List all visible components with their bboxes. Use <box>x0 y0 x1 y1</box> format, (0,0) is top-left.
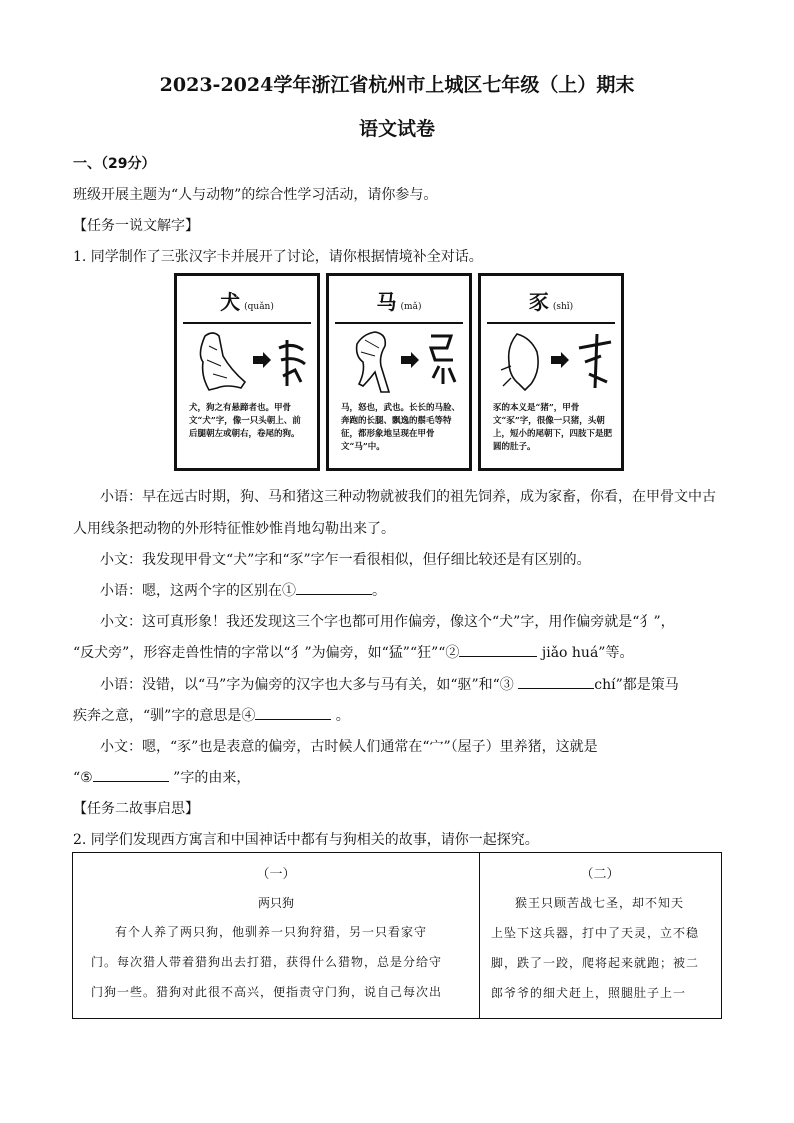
card-char: 豕 <box>528 290 549 314</box>
card-picture <box>335 326 463 396</box>
hanzi-card-ma <box>326 273 472 471</box>
question-two: 2. 同学们发现西方寓言和中国神话中都有与狗相关的故事，请你一起探究。 <box>73 832 539 848</box>
hanzi-card-shi <box>478 273 624 471</box>
card-pinyin: (shǐ) <box>552 302 574 312</box>
dialogue-text: “⑤ <box>73 770 93 786</box>
story-column-one <box>91 863 461 1007</box>
dialogue-line-blank-5 <box>73 767 250 787</box>
story-line: 上坠下这兵器，打中了天灵，立不稳 <box>491 926 700 940</box>
story-table <box>72 852 722 1019</box>
page-subtitle: 语文试卷 <box>358 118 435 140</box>
page-title: 2023-2024学年浙江省杭州市上城区七年级（上）期末 <box>159 74 635 96</box>
story-line: 有个人养了两只狗，他驯养一只狗狩猎，另一只看家守 <box>115 925 428 939</box>
story-line: 门狗一些。猎狗对此很不高兴，便指责守门狗，说自己每次出 <box>91 985 443 999</box>
column-heading: （二） <box>580 867 620 882</box>
dialogue-line-blank-3 <box>100 674 679 694</box>
answer-blank-2[interactable] <box>459 642 537 657</box>
dialogue-text: ”字的由来， <box>168 770 251 786</box>
card-char: 马 <box>376 290 397 314</box>
dialogue-line: 人用线条把动物的外形特征惟妙惟肖地勾勒出来了。 <box>73 521 395 537</box>
dog-illustration-icon <box>183 326 317 396</box>
card-pinyin: (quǎn) <box>244 302 274 312</box>
task-two-label: 【任务二故事启思】 <box>73 801 199 817</box>
dialogue-line: 小文：嗯，“豕”也是表意的偏旁，古时候人们通常在“宀”（屋子）里养猪，这就是 <box>100 739 598 755</box>
column-divider <box>479 853 480 1018</box>
answer-blank-4[interactable] <box>255 705 331 720</box>
dialogue-text: 小语：没错，以“马”字为偏旁的汉字也大多与马有关，如“驱”和“③ <box>100 677 519 693</box>
section-heading: 一、（29分） <box>73 156 156 172</box>
horse-illustration-icon <box>335 326 469 396</box>
dialogue-line: 小语：早在远古时期，狗、马和猪这三种动物就被我们的祖先饲养，成为家畜，你看，在甲骨文中古 <box>100 489 716 505</box>
story-line: 猴王只顾苦战七圣，却不知天 <box>515 896 685 910</box>
dialogue-line-blank-4 <box>73 705 350 725</box>
story-line: 门。每次猎人带着猎狗出去打猎，获得什么猎物，总是分给守 <box>91 955 443 969</box>
pig-illustration-icon <box>487 326 621 396</box>
card-picture <box>183 326 311 396</box>
story-column-two <box>491 863 709 1008</box>
story-line: 郎爷爷的细犬赶上，照腿肚子上一 <box>491 986 687 1000</box>
card-header <box>487 282 615 324</box>
story-body <box>491 888 709 1008</box>
answer-blank-3[interactable] <box>518 674 594 689</box>
dialogue-line: 小文：我发现甲骨文“犬”字和“豕”字乍一看很相似，但仔细比较还是有区别的。 <box>100 552 591 568</box>
dialogue-line-blank-2 <box>73 642 633 662</box>
card-header <box>183 282 311 324</box>
hanzi-card-quan <box>174 273 320 471</box>
task-one-label: 【任务一说文解字】 <box>73 218 199 234</box>
dialogue-text: 疾奔之意，“驯”字的意思是④ <box>73 708 256 724</box>
answer-blank-1[interactable] <box>296 580 372 595</box>
question-one: 1. 同学制作了三张汉字卡并展开了讨论，请你根据情境补全对话。 <box>73 249 483 265</box>
dialogue-text: 小语：嗯，这两个字的区别在① <box>100 583 296 599</box>
answer-blank-5[interactable] <box>93 767 169 782</box>
dialogue-text: 。 <box>331 708 350 724</box>
column-heading: （一） <box>256 867 296 882</box>
card-picture <box>487 326 615 396</box>
dialogue-line: 小文：这可真形象！我还发现这三个字也都可用作偏旁，像这个“犬”字，用作偏旁就是“犭”， <box>100 614 675 630</box>
dialogue-text: jiǎo huá”等。 <box>537 645 634 661</box>
dialogue-text: “反犬旁”，形容走兽性情的字常以“犭”为偏旁，如“猛”“狂”“② <box>73 645 460 661</box>
dialogue-text: chí”都是策马 <box>594 677 679 693</box>
card-description: 马，怒也，武也。长长的马脸、奔跑的长腿、飘逸的鬃毛等特征，都形象地呈现在甲骨文“马”中。 <box>341 403 461 452</box>
card-description: 豕的本义是“猪”，甲骨文“豕”字，很像一只猪，头朝上，短小的尾朝下，四肢下是肥圆的肚子。 <box>493 403 613 452</box>
story-line: 脚，跌了一跤，爬将起来就跑；被二 <box>491 956 700 970</box>
story-body <box>91 917 461 1007</box>
dialogue-text: 。 <box>372 583 386 599</box>
story-title: 两只狗 <box>257 896 294 910</box>
card-char: 犬 <box>220 290 241 314</box>
intro-text: 班级开展主题为“人与动物”的综合性学习活动，请你参与。 <box>73 187 438 203</box>
card-header <box>335 282 463 324</box>
card-pinyin: (mǎ) <box>400 302 422 312</box>
dialogue-line-blank-1 <box>100 580 386 600</box>
card-description: 犬，狗之有悬蹄者也。甲骨文“犬”字，像一只头朝上、前后腿朝左或朝右，卷尾的狗。 <box>189 403 301 439</box>
